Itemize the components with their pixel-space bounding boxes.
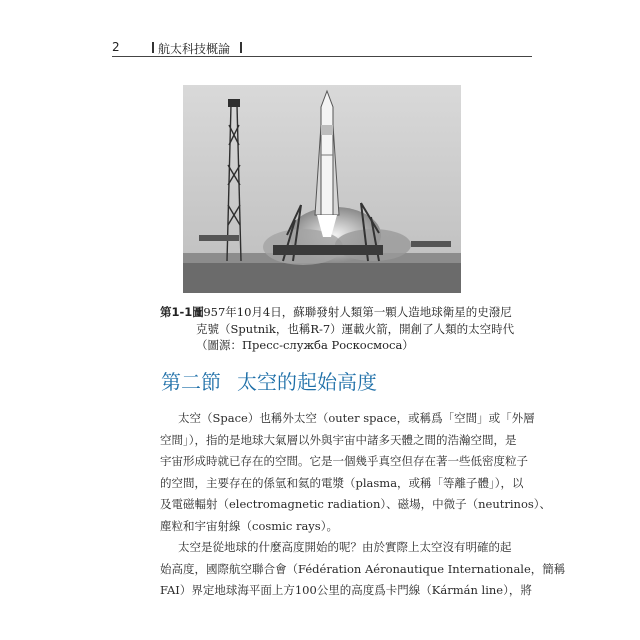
caption-line: 克號（Sputnik，也稱R-7）運載火箭，開創了人類的太空時代 — [196, 321, 515, 336]
page-number: 2 — [112, 40, 120, 54]
section-heading — [161, 366, 377, 395]
paragraph-2 — [160, 537, 566, 602]
body-text — [160, 408, 566, 602]
header-rule — [112, 56, 532, 57]
text-line: 空間」），指的是地球大氣層以外與宇宙中諸多天體之間的浩瀚空間，是 — [160, 432, 517, 447]
caption-text — [196, 304, 520, 354]
text-line: 宇宙形成時就已存在的空間。它是一個幾乎真空但存在著一些低密度粒子 — [160, 454, 528, 468]
rocket-launch-illustration — [183, 85, 461, 293]
running-header — [112, 38, 532, 60]
rocket-launch-photo — [183, 85, 461, 293]
paragraph-1 — [160, 408, 552, 537]
text-line: FAI）界定地球海平面上方100公里的高度爲卡門線（Kármán line），將 — [160, 583, 532, 597]
section-title-text: 太空的起始高度 — [237, 370, 377, 394]
section-number: 第二節 — [161, 370, 221, 394]
book-title: 航太科技概論 — [158, 42, 231, 56]
header-bar-right — [240, 42, 242, 53]
header-bar-left — [152, 42, 154, 53]
text-line: 太空是從地球的什麼高度開始的呢？由於實際上太空沒有明確的起 — [178, 540, 512, 554]
text-line: 及電磁輻射（electromagnetic radiation）、磁場，中微子（neutrinos）、 — [160, 497, 552, 511]
text-line: 始高度，國際航空聯合會（Fédération Aéronautique Internationale，簡稱 — [160, 561, 566, 576]
text-line: 太空（Space）也稱外太空（outer space，或稱爲「空間」或「外層 — [178, 411, 535, 425]
caption-line: 1957年10月4日，蘇聯發射人類第一顆人造地球衛星的史潑尼 — [196, 305, 512, 319]
text-line: 的空間，主要存在的係氫和氦的電漿（plasma，或稱「等離子體」），以 — [160, 475, 524, 490]
figure-label: 第1-1圖 — [160, 305, 204, 319]
caption-line: （圖源：Пресс-служба Роскосмоса） — [196, 338, 414, 352]
text-line: 塵粒和宇宙射線（cosmic rays）。 — [160, 518, 338, 533]
